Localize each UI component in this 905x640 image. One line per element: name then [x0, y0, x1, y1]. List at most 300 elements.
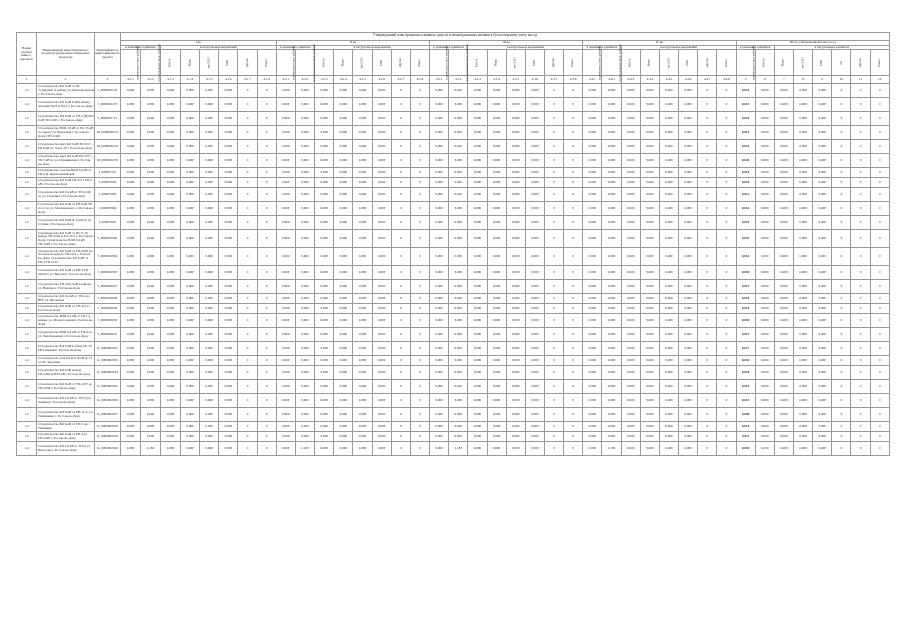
value-cell: 0 [544, 188, 563, 202]
table-row [17, 230, 890, 248]
value-cell: 0,000 [621, 248, 640, 266]
unit-header-text: Другое [704, 58, 709, 68]
value-cell: 0 [851, 422, 870, 432]
value-cell: 0 [238, 408, 257, 422]
row-group-number: 1.4 [17, 126, 37, 140]
row-group-number: 1.4 [17, 178, 37, 188]
value-cell: 0,000 [121, 394, 141, 408]
value-cell: 0 [717, 202, 736, 216]
value-cell: 0,000 [794, 188, 813, 202]
unit-header-text: км ЛЭП [359, 57, 364, 69]
value-cell: 0 [391, 188, 410, 202]
value-cell: 0 [832, 154, 851, 168]
value-cell: 0,000 [487, 328, 506, 342]
value-cell: 0,000 [430, 178, 449, 188]
value-cell: 0,000 [121, 84, 141, 98]
value-cell: 0,000 [430, 380, 449, 394]
value-cell: 0,000 [430, 280, 449, 294]
row-group-number: 1.4 [17, 154, 37, 168]
value-cell: 0 [832, 342, 851, 356]
value-cell: 0,000 [755, 126, 774, 140]
value-cell: 0,000 [621, 356, 640, 366]
value-cell: 0,000 [315, 188, 334, 202]
value-cell: 0,000 [602, 408, 621, 422]
value-cell: 0,000 [755, 98, 774, 112]
value-cell: 0,000 [430, 216, 449, 230]
subgroup-financial: в денежных единицах [583, 45, 621, 50]
value-cell: 0 [851, 188, 870, 202]
value-cell: 0,000 [295, 126, 314, 140]
value-cell: 0,000 [679, 188, 698, 202]
value-cell: 0 [698, 188, 717, 202]
value-cell: 0,000 [449, 394, 468, 408]
value-cell: 0 [698, 126, 717, 140]
value-cell: 0,000 [295, 178, 314, 188]
value-cell: 0,000 [161, 380, 181, 394]
value-cell: 0 [851, 442, 870, 456]
value-cell: 0,000 [181, 328, 200, 342]
value-cell: 0,000 [487, 366, 506, 380]
value-cell: 0,000 [372, 112, 391, 126]
value-cell: 0,015 [736, 394, 755, 408]
value-cell: 0,000 [372, 294, 391, 304]
project-name: Строительство КЛ 6 кВ от ТП-2 (Н) РП 6 кВ ТП-1245 г. Ростов-на-Дону [37, 112, 95, 126]
value-cell: 0,000 [353, 314, 372, 328]
value-cell: 0,000 [813, 230, 832, 248]
value-cell: 0,000 [295, 314, 314, 328]
value-cell: 0 [544, 328, 563, 342]
value-cell: 0,000 [487, 140, 506, 154]
value-cell: 0,000 [813, 154, 832, 168]
column-number: 3 [95, 76, 121, 84]
value-cell: 0,000 [659, 202, 678, 216]
value-cell: 0 [870, 112, 889, 126]
value-cell: 0,000 [602, 380, 621, 394]
value-cell: 0,000 [353, 328, 372, 342]
value-cell: 0,000 [602, 394, 621, 408]
value-cell: 0,000 [774, 314, 793, 328]
value-cell: 0 [870, 154, 889, 168]
value-cell: 0,000 [276, 342, 295, 356]
data-table [16, 32, 890, 456]
value-cell: 0,000 [774, 328, 793, 342]
value-cell: 0,000 [141, 366, 161, 380]
value-cell: 0 [851, 314, 870, 328]
column-number: 4.1.1 [121, 76, 141, 84]
value-cell: 0,000 [621, 342, 640, 356]
value-cell: 0,000 [353, 140, 372, 154]
value-cell: 0 [238, 304, 257, 314]
value-cell: 0,000 [295, 342, 314, 356]
value-cell: 0,000 [353, 112, 372, 126]
value-cell: 0,000 [161, 98, 181, 112]
value-cell: 0,000 [640, 84, 659, 98]
value-cell: 0 [698, 394, 717, 408]
value-cell: 0 [870, 202, 889, 216]
value-cell: 0,000 [276, 168, 295, 178]
value-cell: 0,000 [141, 356, 161, 366]
value-cell: 0 [257, 168, 276, 178]
value-cell: 0,000 [219, 408, 238, 422]
value-cell: 0,000 [506, 294, 525, 304]
value-cell: 0,000 [755, 230, 774, 248]
unit-header [391, 50, 410, 76]
value-cell: 0,000 [468, 366, 487, 380]
value-cell: 0,000 [315, 98, 334, 112]
value-cell: 0 [544, 248, 563, 266]
unit-header [621, 50, 640, 76]
value-cell: 0,000 [602, 366, 621, 380]
row-group-number: 1.4 [17, 314, 37, 328]
value-cell: 0,000 [276, 84, 295, 98]
unit-header [659, 50, 678, 76]
value-cell: 0,000 [602, 140, 621, 154]
value-cell: 0,000 [755, 188, 774, 202]
value-cell: 0,000 [602, 84, 621, 98]
value-cell: 0,000 [449, 140, 468, 154]
project-id: K_0000002037 [95, 408, 121, 422]
value-cell: 0,000 [181, 422, 200, 432]
column-number: 4.3.4 [487, 76, 506, 84]
value-cell: 0,000 [200, 314, 219, 328]
value-cell: 0,000 [755, 294, 774, 304]
value-cell: 0,000 [295, 304, 314, 314]
value-cell: 0,000 [640, 408, 659, 422]
value-cell: 0 [238, 394, 257, 408]
value-cell: 0,000 [353, 342, 372, 356]
column-number: 4.2.3 [315, 76, 334, 84]
value-cell: 0,000 [602, 280, 621, 294]
value-cell: 0,000 [794, 98, 813, 112]
value-cell: 0,250 [755, 442, 774, 456]
value-cell: 0,000 [219, 202, 238, 216]
value-cell: 0,000 [583, 328, 602, 342]
value-cell: 0,000 [679, 168, 698, 178]
value-cell: 0,009 [736, 408, 755, 422]
value-cell: 0,000 [583, 304, 602, 314]
value-cell: 0 [698, 442, 717, 456]
table-row [17, 216, 890, 230]
value-cell: 0 [238, 248, 257, 266]
value-cell: 0,000 [679, 422, 698, 432]
column-number: 4.3.2 [449, 76, 468, 84]
table-row [17, 314, 890, 328]
value-cell: 0,000 [583, 422, 602, 432]
row-group-number: 1.4 [17, 394, 37, 408]
value-cell: 0,000 [583, 380, 602, 394]
value-cell: 0,000 [315, 178, 334, 188]
value-cell: 0 [832, 280, 851, 294]
value-cell: 0 [698, 356, 717, 366]
value-cell: 0,000 [353, 380, 372, 394]
value-cell: 0 [410, 442, 429, 456]
value-cell: 0,013 [736, 126, 755, 140]
value-cell: 0 [257, 216, 276, 230]
unit-header [640, 50, 659, 76]
project-id: I_000007604 [95, 202, 121, 216]
value-cell: 0,000 [372, 154, 391, 168]
value-cell: 0 [698, 304, 717, 314]
value-cell: 0,000 [276, 328, 295, 342]
value-cell: 0,000 [219, 154, 238, 168]
value-cell: 0,000 [161, 432, 181, 442]
value-cell: 0,000 [121, 304, 141, 314]
unit-header-text: МВт [378, 59, 383, 66]
value-cell: 0,000 [506, 342, 525, 356]
subgroup-natural: в натуральных единицах [774, 45, 889, 50]
value-cell: 0,000 [181, 314, 200, 328]
value-cell: 0,000 [276, 188, 295, 202]
value-cell: 0 [257, 230, 276, 248]
value-cell: 0,016 [736, 168, 755, 178]
value-cell: 0,000 [315, 202, 334, 216]
value-cell: 0,000 [621, 366, 640, 380]
value-cell: 0,000 [794, 230, 813, 248]
value-cell: 0,000 [679, 140, 698, 154]
value-cell: 0 [238, 294, 257, 304]
value-cell: 0 [851, 304, 870, 314]
value-cell: 0,000 [583, 188, 602, 202]
value-cell: 0 [410, 314, 429, 328]
value-cell: 0,000 [295, 422, 314, 432]
column-number: 4.1.3 [161, 76, 181, 84]
value-cell: 0,000 [449, 432, 468, 442]
value-cell: 0 [851, 280, 870, 294]
value-cell: 0 [238, 366, 257, 380]
value-cell: 0,000 [449, 266, 468, 280]
value-cell: 0 [391, 248, 410, 266]
unit-header-row [17, 50, 890, 76]
value-cell: 0,010 [736, 294, 755, 304]
value-cell: 0 [238, 216, 257, 230]
value-cell: 0,000 [334, 432, 353, 442]
value-cell: 0,000 [353, 442, 372, 456]
value-cell: 0,000 [200, 266, 219, 280]
value-cell: 0,015 [736, 98, 755, 112]
project-name: Строительство КЛ 6 кВ от РП-9 ТП 2456 по ул. Вятская г. Ростов-на-Дону [37, 266, 95, 280]
value-cell: 0 [238, 422, 257, 432]
value-cell: 0,000 [276, 112, 295, 126]
value-cell: 0 [698, 266, 717, 280]
value-cell: 0,000 [141, 98, 161, 112]
value-cell: 0,000 [141, 230, 161, 248]
value-cell: 0,000 [200, 380, 219, 394]
value-cell: 0,000 [181, 442, 200, 456]
value-cell: 0 [544, 408, 563, 422]
project-id: K_0000002040 [95, 442, 121, 456]
value-cell: 0 [851, 230, 870, 248]
value-cell: 0,000 [468, 126, 487, 140]
value-cell: 0,000 [774, 366, 793, 380]
table-row [17, 442, 890, 456]
value-cell: 0 [410, 230, 429, 248]
value-cell: 0,000 [813, 342, 832, 356]
value-cell: 0,000 [487, 394, 506, 408]
value-cell: 0 [257, 84, 276, 98]
value-cell: 0,000 [794, 294, 813, 304]
value-cell: 0,000 [315, 366, 334, 380]
value-cell: 0,000 [449, 342, 468, 356]
unit-header-text: Итого [417, 58, 422, 67]
value-cell: 0,000 [583, 112, 602, 126]
unit-header [794, 50, 813, 76]
value-cell: 0,000 [679, 380, 698, 394]
unit-header [181, 50, 200, 76]
value-cell: 0,000 [353, 188, 372, 202]
value-cell: 0 [698, 432, 717, 442]
value-cell: 0,000 [334, 248, 353, 266]
value-cell: 0,017 [736, 342, 755, 356]
unit-header [544, 50, 563, 76]
value-cell: 0,000 [430, 342, 449, 356]
value-cell: 0,000 [276, 154, 295, 168]
project-name: Строительство КЛ 6 кВ от ПС Р-10 между ТП-2104 и ТП-2111 г. Ростов-на-Дону. Строительство ВЛИ 0,4 кВ ТП-1240 г. Ростов-на-Дону [37, 230, 95, 248]
value-cell: 0,000 [659, 442, 678, 456]
table-row [17, 304, 890, 314]
value-cell: 0 [870, 280, 889, 294]
value-cell: 0,000 [774, 168, 793, 178]
value-cell: 0,000 [640, 126, 659, 140]
column-number: 4.2.4 [334, 76, 353, 84]
value-cell: 0,000 [679, 248, 698, 266]
value-cell: 0,000 [525, 422, 544, 432]
value-cell: 0,000 [141, 84, 161, 98]
value-cell: 0 [564, 126, 583, 140]
value-cell: 0,000 [181, 432, 200, 442]
value-cell: 0,000 [679, 442, 698, 456]
value-cell: 0,000 [200, 342, 219, 356]
value-cell: 0,000 [295, 84, 314, 98]
value-cell: 0,000 [583, 154, 602, 168]
column-number: 9 [813, 76, 832, 84]
value-cell: 0 [870, 366, 889, 380]
table-row [17, 266, 890, 280]
value-cell: 0 [544, 202, 563, 216]
value-cell: 0 [257, 248, 276, 266]
value-cell: 0,000 [659, 342, 678, 356]
value-cell: 0,000 [506, 266, 525, 280]
value-cell: 0 [851, 216, 870, 230]
value-cell: 0,000 [813, 248, 832, 266]
value-cell: 0,000 [794, 126, 813, 140]
value-cell: 0 [851, 178, 870, 188]
value-cell: 0,000 [813, 98, 832, 112]
value-cell: 0 [544, 422, 563, 432]
table-row [17, 432, 890, 442]
value-cell: 0,000 [602, 230, 621, 248]
value-cell: 0,000 [181, 84, 200, 98]
value-cell: 0,000 [794, 178, 813, 188]
value-cell: 0,000 [353, 280, 372, 294]
value-cell: 0,000 [200, 230, 219, 248]
value-cell: 0,000 [640, 280, 659, 294]
value-cell: 0 [391, 154, 410, 168]
value-cell: 0,000 [679, 328, 698, 342]
value-cell: 0 [717, 98, 736, 112]
column-number: 4.2.1 [276, 76, 295, 84]
value-cell: 0 [564, 432, 583, 442]
value-cell: 0,000 [372, 188, 391, 202]
value-cell: 0,000 [679, 314, 698, 328]
column-number: 4.3.7 [544, 76, 563, 84]
value-cell: 0,000 [468, 342, 487, 356]
value-cell: 0,000 [487, 84, 506, 98]
value-cell: 0,000 [141, 380, 161, 394]
value-cell: 0,000 [794, 408, 813, 422]
value-cell: 0 [544, 342, 563, 356]
value-cell: 0,000 [774, 266, 793, 280]
value-cell: 0,000 [315, 140, 334, 154]
value-cell: 0 [870, 328, 889, 342]
value-cell: 0,000 [774, 356, 793, 366]
value-cell: 0,000 [659, 154, 678, 168]
value-cell: 0,000 [640, 202, 659, 216]
value-cell: 0,000 [353, 154, 372, 168]
row-group-number: 1.4 [17, 408, 37, 422]
value-cell: 0,000 [525, 408, 544, 422]
value-cell: 0,000 [468, 140, 487, 154]
column-number: 4.4.5 [659, 76, 678, 84]
table-row [17, 408, 890, 422]
value-cell: 0,000 [200, 178, 219, 188]
value-cell: 0,000 [372, 432, 391, 442]
value-cell: 0 [832, 442, 851, 456]
value-cell: 0,000 [794, 112, 813, 126]
value-cell: 0,000 [794, 266, 813, 280]
value-cell: 0,000 [449, 328, 468, 342]
value-cell: 0,000 [276, 230, 295, 248]
value-cell: 0,000 [295, 230, 314, 248]
value-cell: 0,000 [121, 112, 141, 126]
value-cell: 0,000 [276, 366, 295, 380]
unit-header-text: км ЛЭП [206, 57, 211, 69]
value-cell: 0 [391, 126, 410, 140]
value-cell: 0,000 [506, 98, 525, 112]
value-cell: 0,000 [181, 178, 200, 188]
value-cell: 0 [851, 328, 870, 342]
value-cell: 0 [717, 366, 736, 380]
value-cell: 0,000 [372, 248, 391, 266]
value-cell: 0 [257, 202, 276, 216]
value-cell: 0,000 [181, 294, 200, 304]
value-cell: 0,000 [315, 432, 334, 442]
value-cell: 0 [238, 230, 257, 248]
value-cell: 0,000 [468, 314, 487, 328]
value-cell: 0 [544, 304, 563, 314]
value-cell: 0,000 [121, 328, 141, 342]
table-row [17, 154, 890, 168]
value-cell: 0 [564, 168, 583, 178]
value-cell: 0,000 [141, 112, 161, 126]
value-cell: 0,000 [794, 422, 813, 432]
value-cell: 0 [410, 432, 429, 442]
value-cell: 0,000 [276, 304, 295, 314]
value-cell: 0,000 [353, 394, 372, 408]
row-group-number: 1.4 [17, 442, 37, 456]
value-cell: 0,000 [121, 178, 141, 188]
column-number: 4.3.1 [430, 76, 449, 84]
unit-header-text: в денежных (млн. рублей) [750, 45, 755, 81]
value-cell: 0,000 [276, 202, 295, 216]
value-cell: 0,000 [755, 168, 774, 178]
value-cell: 0 [257, 280, 276, 294]
row-group-number: 1.4 [17, 84, 37, 98]
value-cell: 0,000 [794, 202, 813, 216]
value-cell: 0 [544, 280, 563, 294]
value-cell: 0,000 [583, 266, 602, 280]
value-cell: 0,000 [755, 280, 774, 294]
value-cell: 0 [851, 432, 870, 442]
